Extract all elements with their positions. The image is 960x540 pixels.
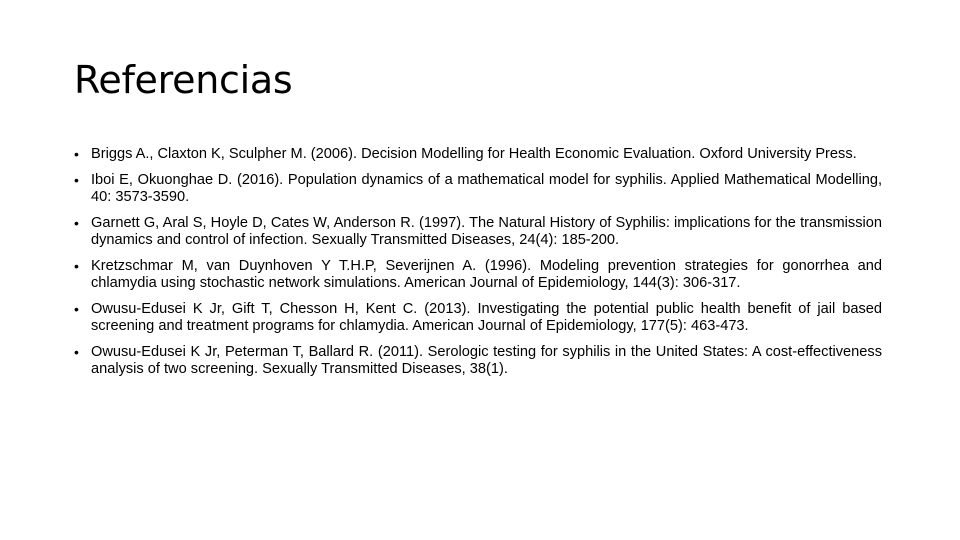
reference-item: • Garnett G, Aral S, Hoyle D, Cates W, Anderson R. (1997). The Natural History of Syphilis: implications for the transmission dynamics and control of infection. Sexually Transmitted Diseases, 24(4): 185-200. xyxy=(91,215,882,249)
reference-item: • Owusu-Edusei K Jr, Gift T, Chesson H, Kent C. (2013). Investigating the potential public health benefit of jail based screening and treatment programs for chlamydia. American Journal of Epidemiology, 177(5): 463-473. xyxy=(91,301,882,335)
reference-item: • Briggs A., Claxton K, Sculpher M. (2006). Decision Modelling for Health Economic Evaluation. Oxford University Press. xyxy=(91,146,882,163)
reference-list xyxy=(91,146,882,387)
reference-item: • Kretzschmar M, van Duynhoven Y T.H.P, Severijnen A. (1996). Modeling prevention strategies for gonorrhea and chlamydia using stochastic network simulations. American Journal of Epidemiology, 144(3): 306-317. xyxy=(91,258,882,292)
slide-title: Referencias xyxy=(74,58,293,102)
reference-item: • Iboi E, Okuonghae D. (2016). Population dynamics of a mathematical model for syphilis. Applied Mathematical Modelling, 40: 3573-3590. xyxy=(91,172,882,206)
reference-item: • Owusu-Edusei K Jr, Peterman T, Ballard R. (2011). Serologic testing for syphilis in the United States: A cost-effectiveness analysis of two screening. Sexually Transmitted Diseases, 38(1). xyxy=(91,344,882,378)
